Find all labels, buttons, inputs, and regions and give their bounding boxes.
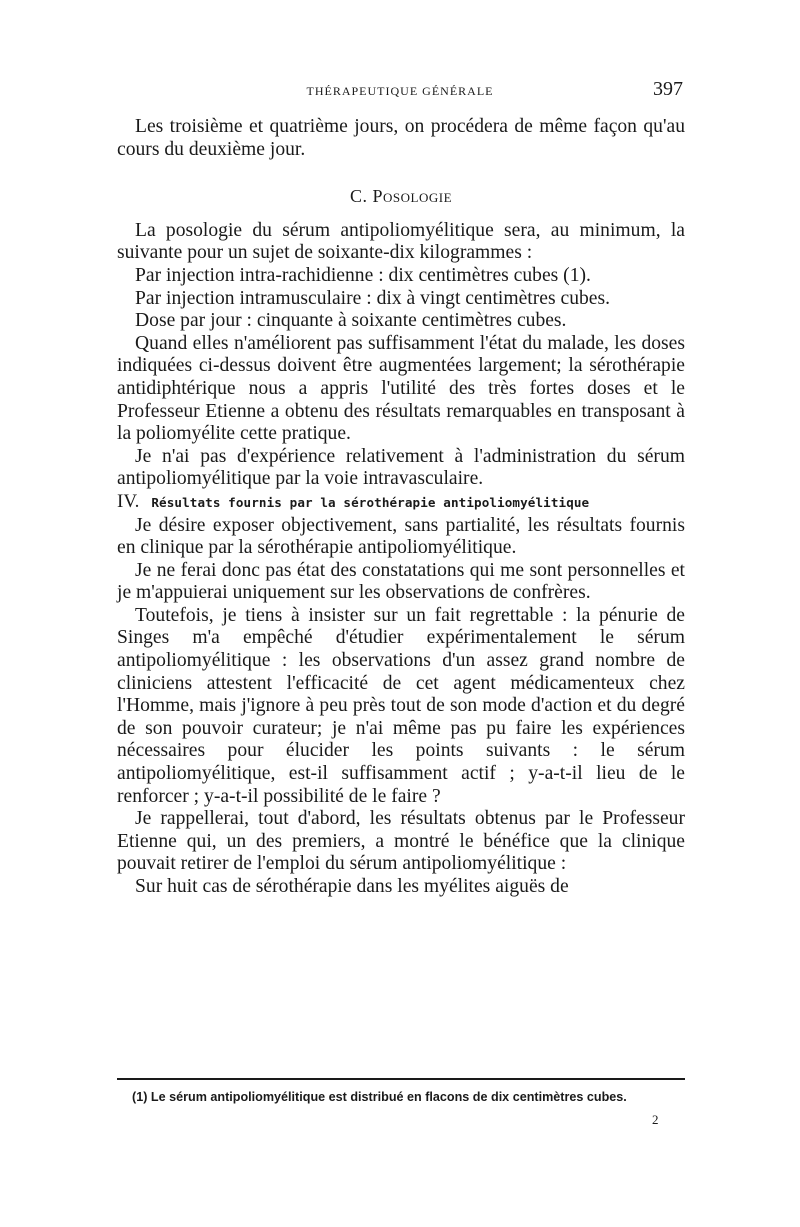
results-paragraph: Je ne ferai donc pas état des constatations qui me sont personnelles et je m'appuierai uniquement sur les observations de confrères. (117, 559, 685, 604)
subsection-title: Posologie (372, 186, 453, 207)
results-paragraph: Sur huit cas de sérothérapie dans les myélites aiguës de (135, 876, 569, 897)
subsection-letter: C. (349, 186, 368, 207)
footnote-divider (117, 1078, 685, 1080)
posologie-line-dose: Dose par jour : cinquante à soixante centimètres cubes. (135, 310, 567, 332)
section-title: Résultats fournis par la sérothérapie antipoliomyélitique (151, 494, 590, 510)
subsection-heading (117, 185, 685, 208)
section-heading (117, 491, 685, 515)
posologie-paragraph: Quand elles n'améliorent pas suffisamment l'état du malade, les doses indiquées ci-dessus doivent être augmentées largement; la sérothérapie antidiphtérique nous a appris l'utilité des très fortes doses et le Professeur Etienne a obtenu des résultats remarquables en transposant à la poliomyélite cette pratique. (117, 332, 685, 445)
results-paragraph: Toutefois, je tiens à insister sur un fait regrettable : la pénurie de Singes m'a empêché d'étudier expérimentalement le sérum antipoliomyélitique : les observations d'un assez grand nombre de cliniciens attestent l'efficacité de cet agent médicamenteux chez l'Homme, mais j'ignore à peu près tout de son mode d'action et du degré de son pouvoir curateur; je n'ai même pas pu faire les expériences nécessaires pour élucider les points suivants : le sérum antipoliomyélitique, est-il suffisamment actif ; y-a-t-il lieu de le renforcer ; y-a-t-il possibilité de le faire ? (117, 604, 685, 807)
posologie-line-intrarachidienne: Par injection intra-rachidienne : dix centimètres cubes (1). (135, 264, 591, 286)
posologie-line-intramusculaire: Par injection intramusculaire : dix à vingt centimètres cubes. (135, 287, 611, 309)
section-numeral: IV. (117, 490, 140, 512)
results-paragraph: Je désire exposer objectivement, sans partialité, les résultats fournis en clinique par la sérothérapie antipoliomyélitique. (117, 514, 685, 559)
paragraph-intro: Les troisième et quatrième jours, on procédera de même façon qu'au cours du deuxième jour. (117, 116, 685, 160)
posologie-paragraph: Je n'ai pas d'expérience relativement à l'administration du sérum antipoliomyélitique par la voie intravasculaire. (117, 445, 685, 490)
posologie-paragraph: La posologie du sérum antipoliomyélitique sera, au minimum, la suivante pour un sujet de soixante-dix kilogrammes : (117, 219, 685, 264)
running-title: THÉRAPEUTIQUE GÉNÉRALE (306, 84, 494, 98)
page-number: 397 (653, 78, 683, 100)
footnote: (1) Le sérum antipoliomyélitique est distribué en flacons de dix centimètres cubes. (132, 1090, 627, 1104)
page-header (117, 78, 683, 102)
signature-mark: 2 (652, 1112, 659, 1127)
body-text (117, 116, 685, 899)
results-paragraph: Je rappellerai, tout d'abord, les résultats obtenus par le Professeur Etienne qui, un des premiers, a montré le bénéfice que la clinique pouvait retirer de l'emploi du sérum antipoliomyélitique : (117, 808, 685, 875)
